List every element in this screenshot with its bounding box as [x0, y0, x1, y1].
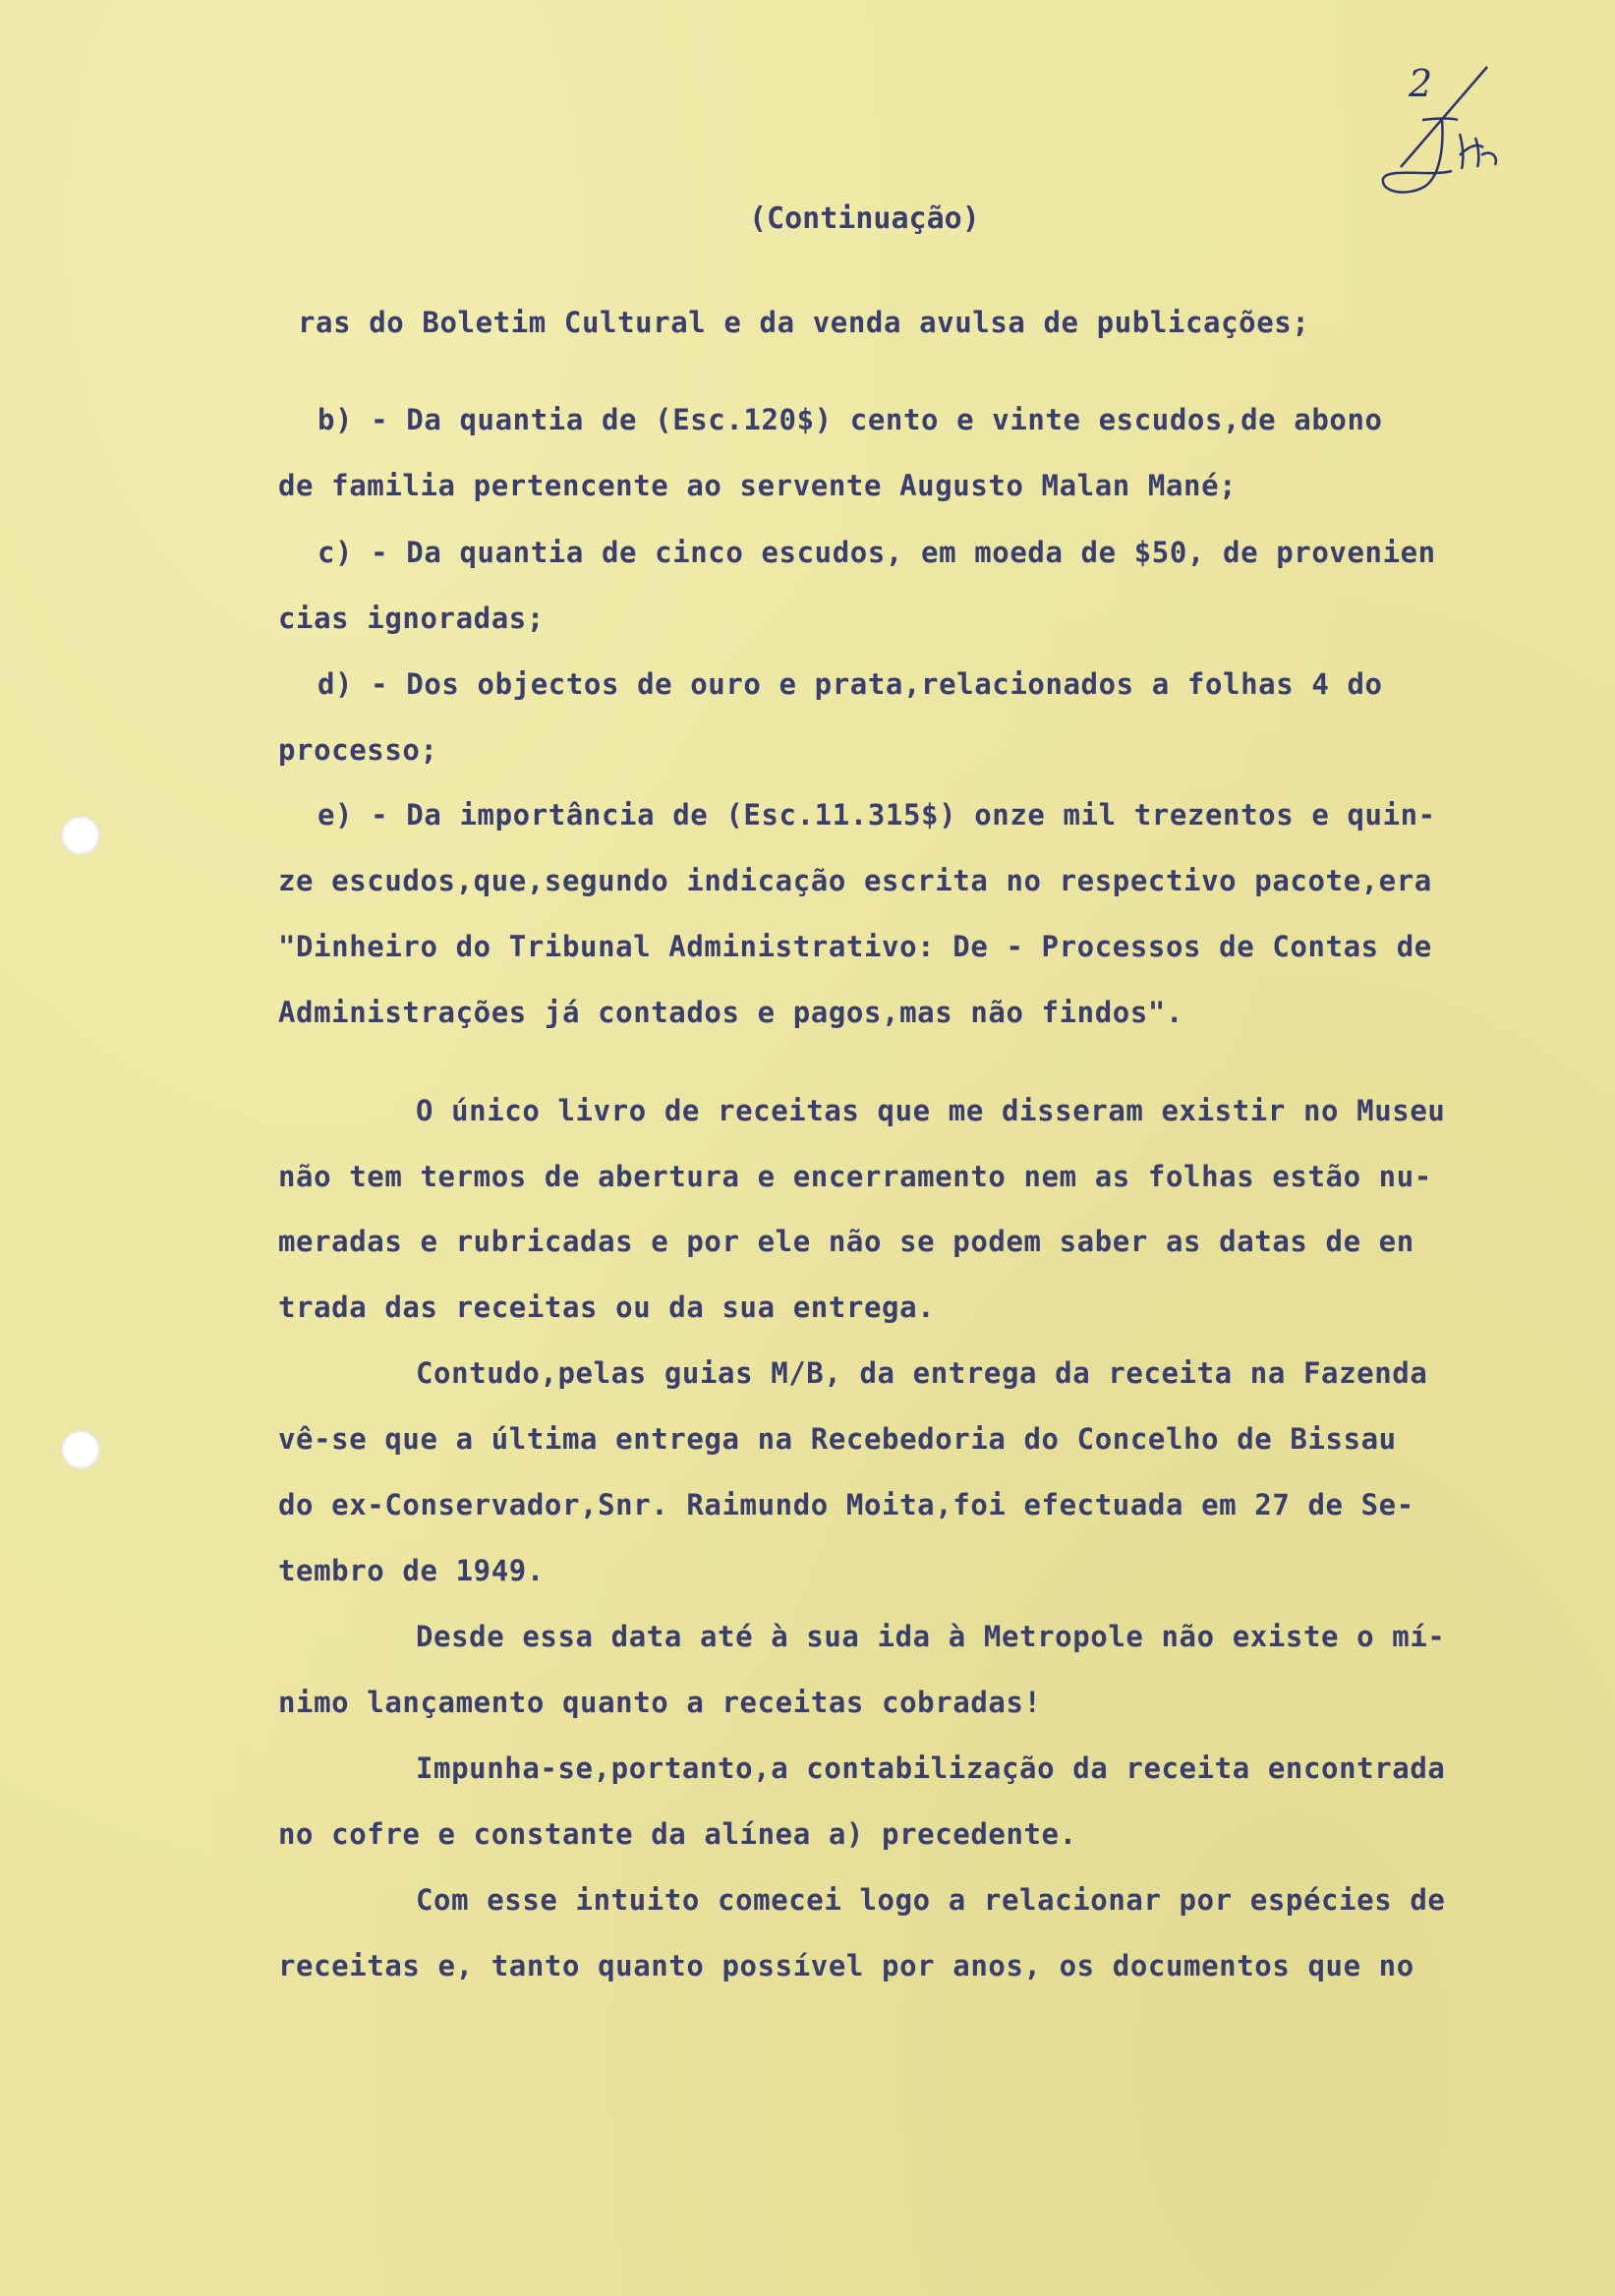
- punch-hole-top: [61, 816, 100, 855]
- text-line-12: O único livro de receitas que me disseram existir no Museu: [416, 1094, 1446, 1127]
- text-line-13: não tem termos de abertura e encerramento nem as folhas estão nu-: [278, 1160, 1432, 1193]
- text-line-23: no cofre e constante da alínea a) precedente.: [278, 1817, 1077, 1851]
- text-line-11: Administrações já contados e pagos,mas não findos".: [278, 996, 1184, 1029]
- text-line-4: c) - Da quantia de cinco escudos, em moeda de $50, de provenien: [317, 536, 1436, 569]
- handwritten-folio-mark: [1361, 39, 1509, 216]
- punch-hole-bottom: [61, 1430, 100, 1469]
- text-line-7: processo;: [278, 733, 438, 767]
- text-line-22: Impunha-se,portanto,a contabilização da receita encontrada: [416, 1751, 1446, 1785]
- text-line-17: vê-se que a última entrega na Recebedoria do Concelho de Bissau: [278, 1422, 1397, 1456]
- folio-number: 2: [1409, 62, 1433, 105]
- continuation-heading: (Continuação): [749, 201, 980, 236]
- text-line-20: Desde essa data até à sua ida à Metropole não existe o mí-: [416, 1620, 1446, 1653]
- text-line-18: do ex-Conservador,Snr. Raimundo Moita,foi efectuada em 27 de Se-: [278, 1488, 1414, 1521]
- text-line-10: "Dinheiro do Tribunal Administrativo: De - Processos de Contas de: [278, 930, 1432, 963]
- folio-mark-drawing: [1361, 39, 1509, 216]
- text-line-5: cias ignoradas;: [278, 602, 545, 635]
- text-line-1: ras do Boletim Cultural e da venda avulsa de publicações;: [298, 306, 1310, 339]
- text-line-8: e) - Da importância de (Esc.11.315$) onze mil trezentos e quin-: [317, 798, 1436, 832]
- text-line-3: de familia pertencente ao servente Augusto Malan Mané;: [278, 469, 1238, 502]
- text-line-19: tembro de 1949.: [278, 1554, 545, 1587]
- text-line-2: b) - Da quantia de (Esc.120$) cento e vinte escudos,de abono: [317, 403, 1383, 436]
- text-line-24: Com esse intuito comecei logo a relacionar por espécies de: [416, 1883, 1446, 1917]
- text-line-6: d) - Dos objectos de ouro e prata,relacionados a folhas 4 do: [317, 667, 1383, 701]
- text-line-25: receitas e, tanto quanto possível por anos, os documentos que no: [278, 1949, 1414, 1982]
- text-line-21: nimo lançamento quanto a receitas cobradas!: [278, 1686, 1042, 1719]
- text-line-14: meradas e rubricadas e por ele não se podem saber as datas de en: [278, 1225, 1414, 1258]
- text-line-9: ze escudos,que,segundo indicação escrita no respectivo pacote,era: [278, 864, 1432, 897]
- text-line-16: Contudo,pelas guias M/B, da entrega da receita na Fazenda: [416, 1356, 1428, 1390]
- text-line-15: trada das receitas ou da sua entrega.: [278, 1291, 936, 1324]
